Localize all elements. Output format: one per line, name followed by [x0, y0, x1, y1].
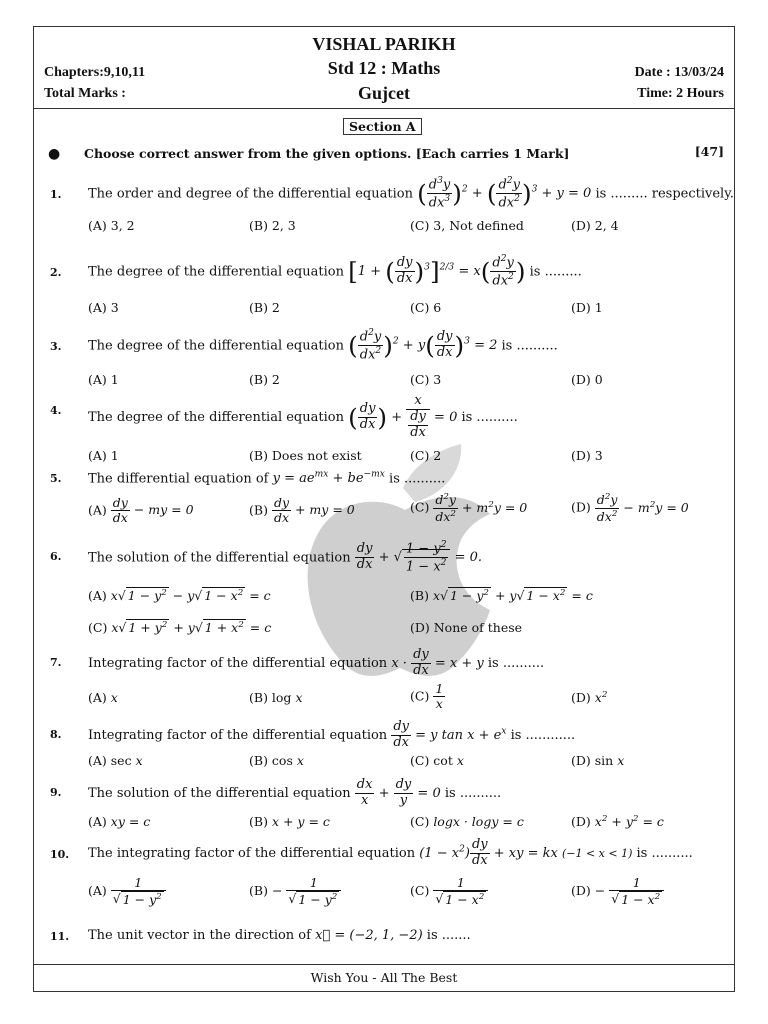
teacher-name: VISHAL PARIKH	[312, 34, 456, 54]
option-10a[interactable]: (A) $\frac{1}{√ 1 - y^2}$	[88, 876, 166, 907]
option-5b[interactable]: (B) $\frac{dy}{dx}$ + my = 0	[249, 495, 355, 526]
option-1a[interactable]: (A) 3, 2	[88, 218, 135, 233]
option-6a[interactable]: (A) x√ $1 - y^2 - y√$ $1 - x^2 = c$	[88, 588, 271, 604]
option-1c[interactable]: (C) 3, Not defined	[410, 218, 524, 233]
option-3d[interactable]: (D) 0	[571, 372, 603, 387]
option-2a[interactable]: (A) 3	[88, 300, 119, 315]
option-2b[interactable]: (B) 2	[249, 300, 280, 315]
time: Time: 2 Hours	[637, 86, 724, 101]
option-10b[interactable]: (B) − $\frac{1}{√ 1 - y^2}$	[249, 876, 341, 907]
option-1d[interactable]: (D) 2, 4	[571, 218, 619, 233]
section-marks: [47]	[694, 144, 724, 159]
option-3c[interactable]: (C) 3	[410, 372, 442, 387]
option-7b[interactable]: (B) log x	[249, 690, 303, 705]
option-5d[interactable]: (D) $\frac{d^2y}{dx^2}$ − $m^2y = 0$	[571, 492, 689, 524]
option-8d[interactable]: (D) sin x	[571, 753, 625, 768]
section-title: Section A	[343, 118, 422, 135]
question-4: 4. The degree of the differential equation ( $\frac{dy}{dx}$ ) + x $\frac{dy}{dx}$ = 0 is ..........	[50, 393, 518, 440]
total-marks: Total Marks :	[44, 86, 126, 101]
date: Date : 13/03/24	[634, 65, 724, 80]
option-2d[interactable]: (D) 1	[571, 300, 603, 315]
option-9b[interactable]: (B) x + y = c	[249, 814, 330, 829]
option-9d[interactable]: (D) $x^2 + y^2 = c$	[571, 814, 664, 830]
option-3b[interactable]: (B) 2	[249, 372, 280, 387]
option-6c[interactable]: (C) x√ $1 + y^2 + y√$ $1 + x^2 = c$	[88, 620, 272, 636]
question-5: 5. The differential equation of $y = ae^{mx} + be^{-mx}$ is ..........	[50, 470, 446, 487]
option-1b[interactable]: (B) 2, 3	[249, 218, 296, 233]
option-7a[interactable]: (A) x	[88, 690, 118, 705]
question-2: 2. The degree of the differential equation [1 + ( $\frac{dy}{dx}$ )$^3$]$^{2/3}$ = x( $\frac{d^2y}{dx^2}$ ) is .........	[50, 254, 582, 289]
option-10c[interactable]: (C) $\frac{1}{√ 1 - x^2}$	[410, 876, 488, 907]
chapters: Chapters:9,10,11	[44, 65, 146, 80]
question-10: 10. The integrating factor of the differential equation $(1 - x^2)$ $\frac{dy}{dx}$ + xy = kx (−1 < x < 1) is ..........	[50, 837, 693, 868]
option-2c[interactable]: (C) 6	[410, 300, 442, 315]
option-4c[interactable]: (C) 2	[410, 448, 442, 463]
option-9a[interactable]: (A) xy = c	[88, 814, 151, 829]
question-3: 3. The degree of the differential equation ( $\frac{d^2y}{dx^2}$ )$^2$ + y( $\frac{dy}{dx}$ )$^3$ = 2 is ..........	[50, 328, 558, 363]
option-5a[interactable]: (A) $\frac{dy}{dx}$ − my = 0	[88, 495, 194, 526]
option-8a[interactable]: (A) sec x	[88, 753, 143, 768]
footer-divider	[33, 964, 735, 965]
option-4b[interactable]: (B) Does not exist	[249, 448, 362, 463]
option-7d[interactable]: (D) $x^2$	[571, 690, 608, 706]
question-11: 11. The unit vector in the direction of x⃗ = (−2, 1, −2) is .......	[50, 928, 471, 943]
option-4d[interactable]: (D) 3	[571, 448, 603, 463]
footer-text: Wish You - All The Best	[310, 970, 458, 985]
option-6b[interactable]: (B) x√ $1 - y^2 + y√$ $1 - x^2 = c$	[410, 588, 593, 604]
question-8: 8. Integrating factor of the differential equation $\frac{dy}{dx}$ = y $\tan x + e^x$ is ............	[50, 719, 576, 750]
option-9c[interactable]: (C) logx · logy = c	[410, 814, 524, 829]
option-6d[interactable]: (D) None of these	[410, 620, 523, 635]
option-8b[interactable]: (B) cos x	[249, 753, 304, 768]
option-10d[interactable]: (D) − $\frac{1}{√ 1 - x^2}$	[571, 876, 664, 907]
question-7: 7. Integrating factor of the differential equation x · $\frac{dy}{dx}$ = x + y is ..........	[50, 647, 545, 678]
question-6: 6. The solution of the differential equation $\frac{dy}{dx}$ + √ $\frac{1 - y^2}{1 - x^2}$ = 0.	[50, 540, 483, 575]
section-instruction: Choose correct answer from the given options. [Each carries 1 Mark]	[84, 146, 570, 161]
exam-name: Gujcet	[358, 83, 410, 103]
class-subject: Std 12 : Maths	[327, 58, 441, 78]
option-8c[interactable]: (C) cot x	[410, 753, 464, 768]
option-3a[interactable]: (A) 1	[88, 372, 119, 387]
header-divider	[33, 108, 735, 109]
option-5c[interactable]: (C) $\frac{d^2y}{dx^2}$ + $m^2y = 0$	[410, 492, 528, 524]
option-4a[interactable]: (A) 1	[88, 448, 119, 463]
option-7c[interactable]: (C) $\frac{1}{x}$	[410, 681, 444, 712]
question-9: 9. The solution of the differential equation $\frac{dx}{x}$ + $\frac{dy}{y}$ = 0 is ..........	[50, 777, 502, 808]
bullet-icon: ●	[48, 146, 61, 162]
question-1: 1. The order and degree of the differential equation ( $\frac{d^3y}{dx^3}$ )$^2$ + ( $\frac{d^2y}{dx^2}$ )$^3$ + y = 0 is ......... respectively.	[50, 176, 734, 211]
